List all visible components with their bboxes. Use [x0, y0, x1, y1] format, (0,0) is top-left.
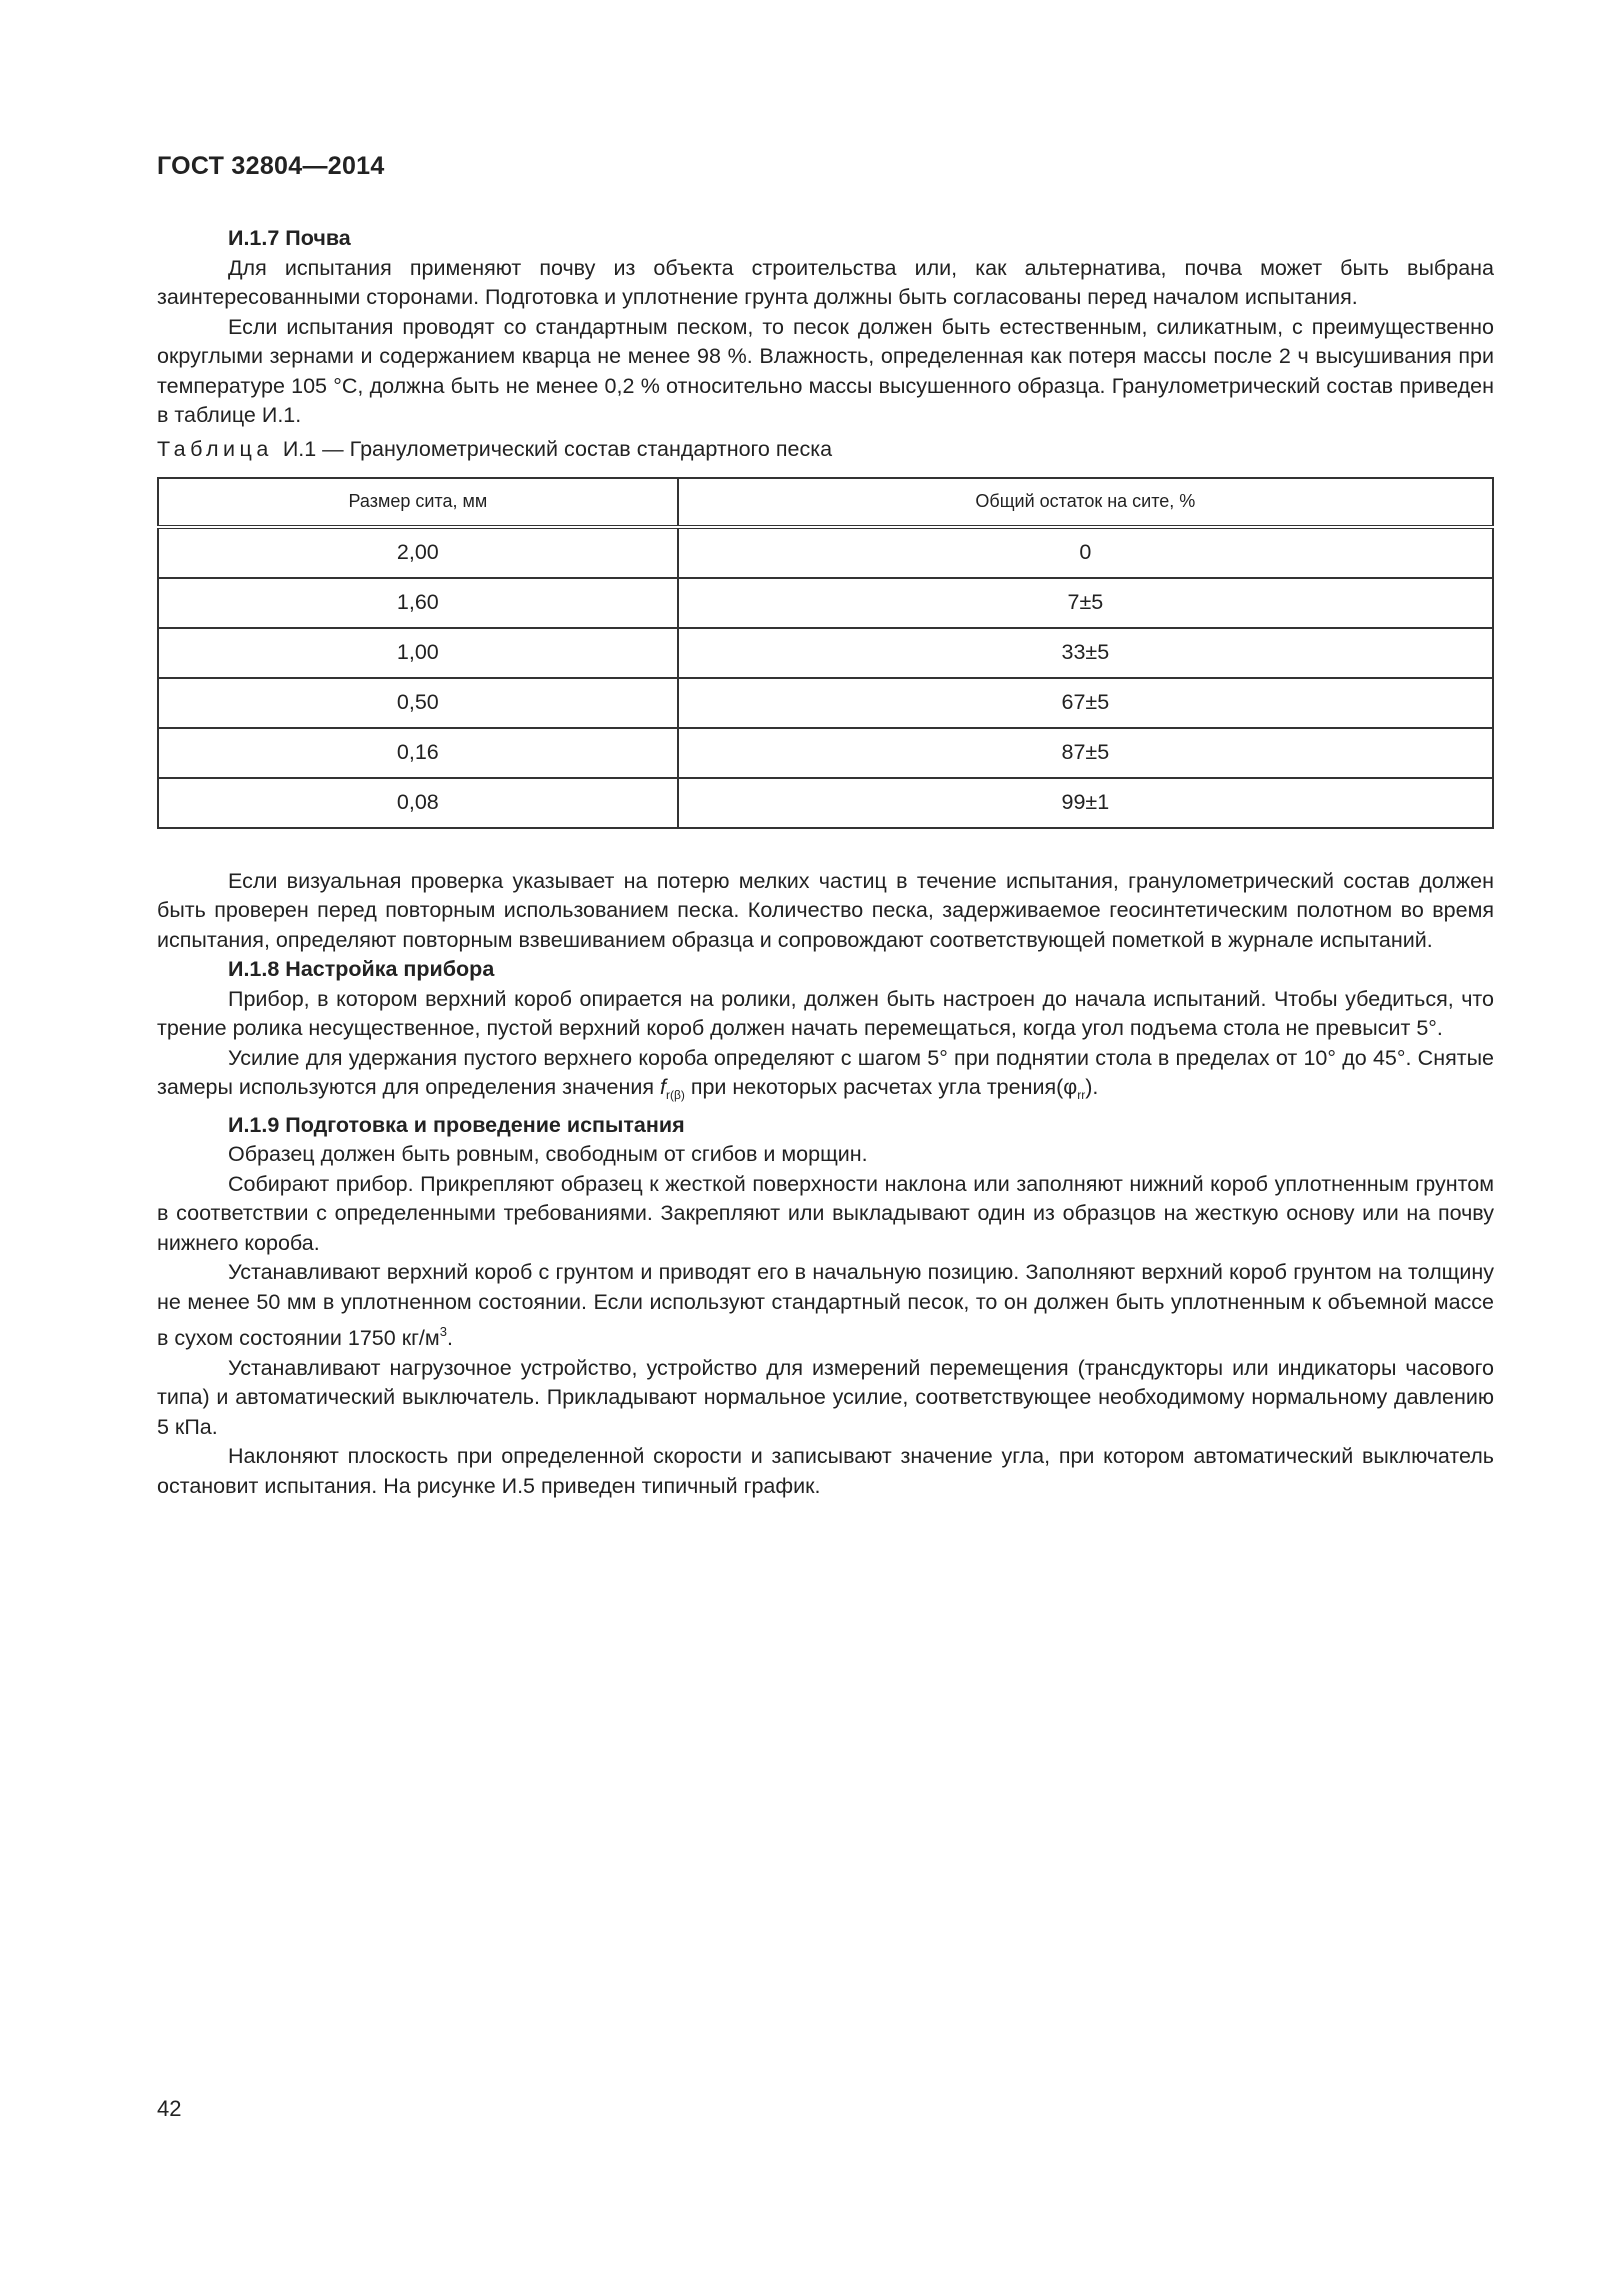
cell-sieve-size: 1,00 — [158, 628, 678, 678]
table-caption-label: Таблица — [157, 436, 273, 461]
document-body — [157, 224, 1494, 1501]
section-heading-1-8: И.1.8 Настройка прибора — [228, 957, 495, 981]
cell-sieve-size: 0,08 — [158, 778, 678, 828]
symbol-subscript: r(β) — [665, 1088, 685, 1102]
symbol-f: f — [659, 1075, 666, 1099]
cell-sieve-size: 0,16 — [158, 728, 678, 778]
section-heading-1-7: И.1.7 Почва — [228, 226, 351, 250]
page-number: 42 — [157, 2096, 182, 2121]
cell-residue: 67±5 — [678, 678, 1493, 728]
table-header-row — [158, 478, 1493, 527]
paragraph: Если испытания проводят со стандартным песком, то песок должен быть естественным, силикатным, с преимущественно округлыми зернами и содержанием кварца не менее 98 %. Влажность, определенная как потеря массы после 2 ч высушивания при температуре 105 °С, должна быть не менее 0,2 % относительно массы высушенного образца. Гранулометрический состав приведен в таблице И.1. — [157, 314, 1494, 427]
column-header-sieve-size: Размер сита, мм — [158, 478, 678, 527]
paragraph: Прибор, в котором верхний короб опирается на ролики, должен быть настроен до начала испытаний. Чтобы убедиться, что трение ролика несущественное, пустой верхний короб должен начать перемещаться, когда угол подъема стола не превысит 5°. — [157, 986, 1494, 1040]
paragraph: Наклоняют плоскость при определенной скорости и записывают значение угла, при котором автоматический выключатель остановит испытания. На рисунке И.5 приведен типичный график. — [157, 1444, 1494, 1498]
text-run: при некоторых расчетах угла трения(φ — [684, 1075, 1078, 1099]
paragraph: Собирают прибор. Прикрепляют образец к жесткой поверхности наклона или заполняют нижний короб уплотненным грунтом в соответствии с определенными требованиями. Закрепляют или выкладывают один из образцов на жесткую основу или на почву нижнего короба. — [157, 1171, 1494, 1255]
table-row — [158, 628, 1493, 678]
section-heading-1-9: И.1.9 Подготовка и проведение испытания — [228, 1112, 685, 1137]
paragraph: Для испытания применяют почву из объекта строительства или, как альтернатива, почва может быть выбрана заинтересованными сторонами. Подготовка и уплотнение грунта должны быть согласованы перед началом испытания. — [157, 255, 1494, 309]
text-run: Устанавливают верхний короб с грунтом и приводят его в начальную позицию. Заполняют верхний короб грунтом на толщину не менее 50 мм в уплотненном состоянии. Если используют стандартный песок, то он должен быть уплотненным к объемной массе в сухом состоянии 1750 кг/м — [157, 1260, 1494, 1350]
cell-residue: 99±1 — [678, 778, 1493, 828]
symbol-subscript: rr — [1077, 1088, 1086, 1102]
table-caption-text: И.1 — Гранулометрический состав стандартного песка — [282, 436, 833, 461]
cell-residue: 0 — [678, 527, 1493, 578]
table-row — [158, 778, 1493, 828]
column-header-residue: Общий остаток на сите, % — [678, 478, 1493, 527]
text-run: Усилие для удержания пустого верхнего короба определяют с шагом 5° при поднятии стола в пределах от 10° до 45°. Снятые замеры используются для определения значения — [157, 1045, 1494, 1099]
table-row — [158, 678, 1493, 728]
cell-sieve-size: 2,00 — [158, 527, 678, 578]
text-run: . — [446, 1326, 453, 1350]
cell-sieve-size: 0,50 — [158, 678, 678, 728]
paragraph-friction — [157, 1044, 1494, 1111]
cell-sieve-size: 1,60 — [158, 578, 678, 628]
cell-residue: 33±5 — [678, 628, 1493, 678]
table-caption — [157, 431, 1494, 469]
paragraph: Образец должен быть ровным, свободным от сгибов и морщин. — [228, 1142, 868, 1166]
table-row — [158, 578, 1493, 628]
sieve-table — [157, 477, 1494, 829]
table-row — [158, 728, 1493, 778]
cell-residue: 7±5 — [678, 578, 1493, 628]
paragraph-density — [157, 1258, 1494, 1354]
paragraph: Если визуальная проверка указывает на потерю мелких частиц в течение испытания, гранулометрический состав должен быть проверен перед повторным использованием песка. Количество песка, задерживаемое геосинтетическим полотном во время испытания, определяют повторным взвешиванием образца и сопровождают соответствующей пометкой в журнале испытаний. — [157, 868, 1494, 952]
table-row — [158, 527, 1493, 578]
document-header: ГОСТ 32804—2014 — [157, 152, 385, 180]
superscript: 3 — [439, 1324, 447, 1339]
paragraph: Устанавливают нагрузочное устройство, устройство для измерений перемещения (трансдукторы или индикаторы часового типа) и автоматический выключатель. Прикладывают нормальное усилие, соответствующее необходимому нормальному давлению 5 кПа. — [157, 1355, 1494, 1439]
cell-residue: 87±5 — [678, 728, 1493, 778]
text-run: ). — [1085, 1075, 1099, 1099]
